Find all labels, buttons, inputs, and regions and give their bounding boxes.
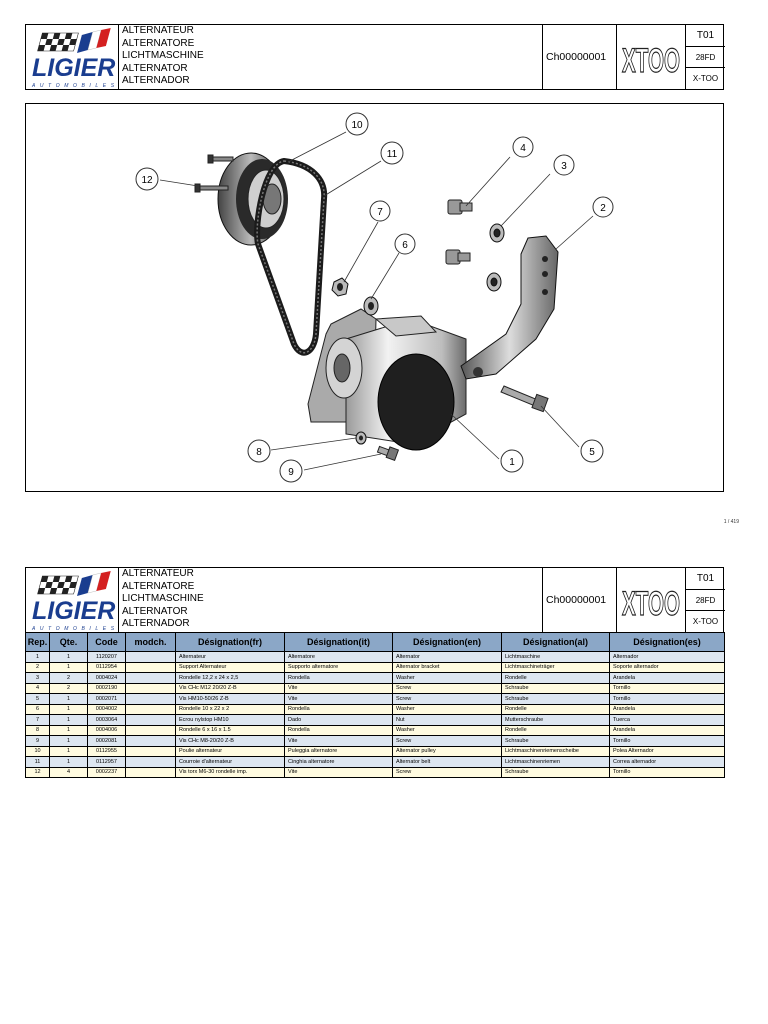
table-cell: 0002071 bbox=[88, 694, 126, 705]
table-cell: 1 bbox=[50, 715, 88, 726]
part-names bbox=[118, 568, 542, 632]
table-row bbox=[26, 725, 725, 736]
table-cell: 0112954 bbox=[88, 662, 126, 673]
ref-28fd: 28FD bbox=[686, 590, 725, 611]
callout-8 bbox=[248, 440, 270, 462]
table-header-row bbox=[26, 633, 725, 652]
table-cell bbox=[126, 694, 176, 705]
col-designation-it: Désignation(it) bbox=[285, 633, 393, 652]
table-cell: Supporto alternatore bbox=[285, 662, 393, 673]
cap-screws-part bbox=[446, 200, 472, 264]
name-en: ALTERNATOR bbox=[122, 605, 188, 617]
ref-t01: T01 bbox=[686, 25, 725, 47]
table-cell: Vis torx M6-30 rondelle imp. bbox=[176, 767, 285, 778]
table-cell: 7 bbox=[26, 715, 50, 726]
table-cell: Arandela bbox=[610, 704, 725, 715]
ref-t01: T01 bbox=[686, 568, 725, 590]
brand-subtitle: AUTOMOBILES bbox=[32, 83, 119, 89]
xtoo-logo bbox=[616, 25, 685, 89]
table-cell: Tornillo bbox=[610, 694, 725, 705]
table-cell: Cinghia alternatore bbox=[285, 757, 393, 768]
table-cell bbox=[126, 767, 176, 778]
title-block-top bbox=[25, 24, 724, 90]
table-cell: Tornillo bbox=[610, 683, 725, 694]
table-cell: 9 bbox=[26, 736, 50, 747]
nut-part bbox=[332, 278, 348, 296]
table-cell: Alternator bracket bbox=[393, 662, 502, 673]
table-cell: Support Alternateur bbox=[176, 662, 285, 673]
name-en: ALTERNATOR bbox=[122, 62, 188, 74]
table-cell: 1 bbox=[50, 757, 88, 768]
table-cell: 0003064 bbox=[88, 715, 126, 726]
reference-block bbox=[685, 568, 725, 632]
table-cell: 1 bbox=[50, 694, 88, 705]
brand-wordmark: LIGIER bbox=[32, 54, 116, 82]
table-cell: Dado bbox=[285, 715, 393, 726]
table-cell: 10 bbox=[26, 746, 50, 757]
ref-xtoo: X-TOO bbox=[692, 74, 719, 83]
table-cell bbox=[126, 662, 176, 673]
table-row bbox=[26, 767, 725, 778]
table-cell: Puleggia alternatore bbox=[285, 746, 393, 757]
table-cell: Rondelle 12,2 x 24 x 2,5 bbox=[176, 673, 285, 684]
table-cell: 8 bbox=[26, 725, 50, 736]
table-cell: Vite bbox=[285, 694, 393, 705]
table-cell: Ecrou nylstop HM10 bbox=[176, 715, 285, 726]
table-cell: Vite bbox=[285, 767, 393, 778]
table-cell: 4 bbox=[50, 767, 88, 778]
col-designation-fr: Désignation(fr) bbox=[176, 633, 285, 652]
callout-3 bbox=[554, 155, 574, 175]
svg-text:9: 9 bbox=[288, 467, 294, 478]
table-cell: Screw bbox=[393, 683, 502, 694]
col-modch: modch. bbox=[126, 633, 176, 652]
table-cell: 11 bbox=[26, 757, 50, 768]
svg-text:4: 4 bbox=[520, 143, 526, 154]
washers-part bbox=[487, 224, 504, 291]
table-cell: Rondelle bbox=[502, 704, 610, 715]
table-cell: 0002190 bbox=[88, 683, 126, 694]
table-cell: 0004024 bbox=[88, 673, 126, 684]
table-cell: Arandela bbox=[610, 673, 725, 684]
table-cell: Alternatore bbox=[285, 652, 393, 663]
ref-28fd: 28FD bbox=[686, 47, 725, 68]
washer-6-part bbox=[356, 432, 366, 444]
brand-wordmark: LIGIER bbox=[32, 597, 116, 625]
col-designation-en: Désignation(en) bbox=[393, 633, 502, 652]
table-cell: 1 bbox=[50, 746, 88, 757]
table-cell bbox=[126, 757, 176, 768]
table-cell: Polea Alternador bbox=[610, 746, 725, 757]
svg-text:7: 7 bbox=[377, 207, 383, 218]
parts-table bbox=[25, 632, 725, 778]
callout-7 bbox=[370, 201, 390, 221]
alternator-bracket-part bbox=[461, 236, 558, 379]
table-cell: 1 bbox=[50, 736, 88, 747]
name-fr: ALTERNATEUR bbox=[122, 25, 194, 36]
table-cell: Alternator pulley bbox=[393, 746, 502, 757]
table-row bbox=[26, 652, 725, 663]
table-cell: Rondelle 6 x 16 x 1.5 bbox=[176, 725, 285, 736]
table-cell: Rondella bbox=[285, 704, 393, 715]
table-cell: 3 bbox=[26, 673, 50, 684]
svg-text:XTOO: XTOO bbox=[622, 585, 680, 623]
svg-text:5: 5 bbox=[589, 447, 595, 458]
table-cell: Rondelle bbox=[502, 725, 610, 736]
table-cell bbox=[126, 725, 176, 736]
parts-table-body bbox=[26, 652, 725, 778]
callout-2 bbox=[593, 197, 613, 217]
table-row bbox=[26, 694, 725, 705]
table-cell bbox=[126, 736, 176, 747]
table-cell: Poulie alternateur bbox=[176, 746, 285, 757]
col-qte: Qte. bbox=[50, 633, 88, 652]
callout-1 bbox=[501, 450, 523, 472]
exploded-view-diagram bbox=[25, 103, 724, 492]
part-names bbox=[118, 25, 542, 89]
name-de: LICHTMASCHINE bbox=[122, 593, 204, 605]
callout-6 bbox=[395, 234, 415, 254]
name-fr: ALTERNATEUR bbox=[122, 568, 194, 579]
ref-xtoo: X-TOO bbox=[692, 617, 719, 626]
callout-12 bbox=[136, 168, 158, 190]
checkered-flag-icon bbox=[30, 27, 116, 57]
table-cell: Lichtmaschinenriemenscheibe bbox=[502, 746, 610, 757]
table-cell: 0112957 bbox=[88, 757, 126, 768]
table-cell: Soporte alternador bbox=[610, 662, 725, 673]
table-cell: Alternateur bbox=[176, 652, 285, 663]
callout-11 bbox=[381, 142, 403, 164]
table-cell: Tornillo bbox=[610, 767, 725, 778]
page-number: 1 / 419 bbox=[723, 519, 739, 525]
table-cell: Screw bbox=[393, 736, 502, 747]
table-cell: Rondelle 10 x 22 x 2 bbox=[176, 704, 285, 715]
svg-text:10: 10 bbox=[351, 120, 363, 131]
table-cell: Lichtmaschinenriemen bbox=[502, 757, 610, 768]
table-row bbox=[26, 673, 725, 684]
table-cell: 0002237 bbox=[88, 767, 126, 778]
callout-10 bbox=[346, 113, 368, 135]
checkered-flag-icon bbox=[30, 570, 116, 600]
table-cell: 1 bbox=[50, 652, 88, 663]
table-row bbox=[26, 746, 725, 757]
table-cell: 1 bbox=[26, 652, 50, 663]
hex-screw-part bbox=[501, 386, 548, 412]
table-row bbox=[26, 757, 725, 768]
table-cell: 2 bbox=[26, 662, 50, 673]
table-cell: Schraube bbox=[502, 736, 610, 747]
table-cell: Vis CHc M12 20/20 Z-B bbox=[176, 683, 285, 694]
table-cell: Rondella bbox=[285, 673, 393, 684]
table-cell: 0002081 bbox=[88, 736, 126, 747]
name-it: ALTERNATORE bbox=[122, 37, 195, 49]
chassis-code: Ch00000001 bbox=[542, 25, 616, 89]
table-cell: Rondelle bbox=[502, 673, 610, 684]
table-cell: 0004002 bbox=[88, 704, 126, 715]
svg-text:12: 12 bbox=[141, 175, 153, 186]
table-cell: Alternador bbox=[610, 652, 725, 663]
callout-4 bbox=[513, 137, 533, 157]
svg-text:11: 11 bbox=[386, 149, 398, 160]
xtoo-logo bbox=[616, 568, 685, 632]
table-cell: 6 bbox=[26, 704, 50, 715]
table-cell: 0112955 bbox=[88, 746, 126, 757]
svg-text:1: 1 bbox=[509, 457, 515, 468]
table-row bbox=[26, 683, 725, 694]
svg-text:6: 6 bbox=[402, 240, 408, 251]
table-cell: Screw bbox=[393, 767, 502, 778]
table-cell: Alternator bbox=[393, 652, 502, 663]
xtoo-logo-icon bbox=[620, 28, 682, 86]
table-cell: 12 bbox=[26, 767, 50, 778]
table-cell: Schraube bbox=[502, 767, 610, 778]
table-cell: Tuerca bbox=[610, 715, 725, 726]
svg-text:XTOO: XTOO bbox=[622, 42, 680, 80]
svg-text:8: 8 bbox=[256, 447, 262, 458]
table-cell: Correa alternador bbox=[610, 757, 725, 768]
alternator-exploded-drawing bbox=[26, 104, 723, 491]
title-block-bottom bbox=[25, 567, 724, 633]
table-row bbox=[26, 704, 725, 715]
xtoo-logo-icon bbox=[620, 571, 682, 629]
table-cell: Tornillo bbox=[610, 736, 725, 747]
table-cell bbox=[126, 746, 176, 757]
table-cell: Washer bbox=[393, 704, 502, 715]
table-cell bbox=[126, 673, 176, 684]
name-it: ALTERNATORE bbox=[122, 580, 195, 592]
callout-5 bbox=[581, 440, 603, 462]
name-es: ALTERNADOR bbox=[122, 618, 190, 630]
table-row bbox=[26, 736, 725, 747]
svg-text:2: 2 bbox=[600, 203, 606, 214]
ligier-logo bbox=[26, 25, 118, 89]
reference-block bbox=[685, 25, 725, 89]
table-cell: Lichtmaschineträger bbox=[502, 662, 610, 673]
table-cell: Alternator belt bbox=[393, 757, 502, 768]
table-cell: Mutterschraube bbox=[502, 715, 610, 726]
table-cell: Rondella bbox=[285, 725, 393, 736]
table-row bbox=[26, 662, 725, 673]
table-cell bbox=[126, 652, 176, 663]
table-cell bbox=[126, 704, 176, 715]
callout-9 bbox=[280, 460, 302, 482]
screw-m8-part bbox=[377, 446, 398, 460]
table-cell: Vis CHc M8-20/20 Z-B bbox=[176, 736, 285, 747]
table-cell: 2 bbox=[50, 683, 88, 694]
chassis-code: Ch00000001 bbox=[542, 568, 616, 632]
table-cell: 0004006 bbox=[88, 725, 126, 736]
col-designation-al: Désignation(al) bbox=[502, 633, 610, 652]
table-cell: Lichtmaschine bbox=[502, 652, 610, 663]
name-es: ALTERNADOR bbox=[122, 75, 190, 87]
col-designation-es: Désignation(es) bbox=[610, 633, 725, 652]
col-rep: Rep. bbox=[26, 633, 50, 652]
table-cell: 4 bbox=[26, 683, 50, 694]
table-cell: 1 bbox=[50, 662, 88, 673]
svg-text:3: 3 bbox=[561, 161, 567, 172]
table-cell: Vis HM10-50/26 Z-B bbox=[176, 694, 285, 705]
table-cell: Nut bbox=[393, 715, 502, 726]
table-row bbox=[26, 715, 725, 726]
table-cell: Screw bbox=[393, 694, 502, 705]
table-cell: 2 bbox=[50, 673, 88, 684]
washer-10-part bbox=[364, 297, 378, 315]
table-cell: 1120207 bbox=[88, 652, 126, 663]
table-cell: Vite bbox=[285, 736, 393, 747]
brand-subtitle: AUTOMOBILES bbox=[32, 626, 119, 632]
col-code: Code bbox=[88, 633, 126, 652]
table-cell: Schraube bbox=[502, 694, 610, 705]
table-cell: 1 bbox=[50, 704, 88, 715]
table-cell: Arandela bbox=[610, 725, 725, 736]
table-cell: Washer bbox=[393, 673, 502, 684]
table-cell: Washer bbox=[393, 725, 502, 736]
table-cell bbox=[126, 683, 176, 694]
ligier-logo bbox=[26, 568, 118, 632]
table-cell: Courroie d'alternateur bbox=[176, 757, 285, 768]
alternator-part bbox=[308, 309, 466, 450]
table-cell: 1 bbox=[50, 725, 88, 736]
name-de: LICHTMASCHINE bbox=[122, 50, 204, 62]
table-cell: Schraube bbox=[502, 683, 610, 694]
table-cell bbox=[126, 715, 176, 726]
table-cell: 5 bbox=[26, 694, 50, 705]
table-cell: Vite bbox=[285, 683, 393, 694]
